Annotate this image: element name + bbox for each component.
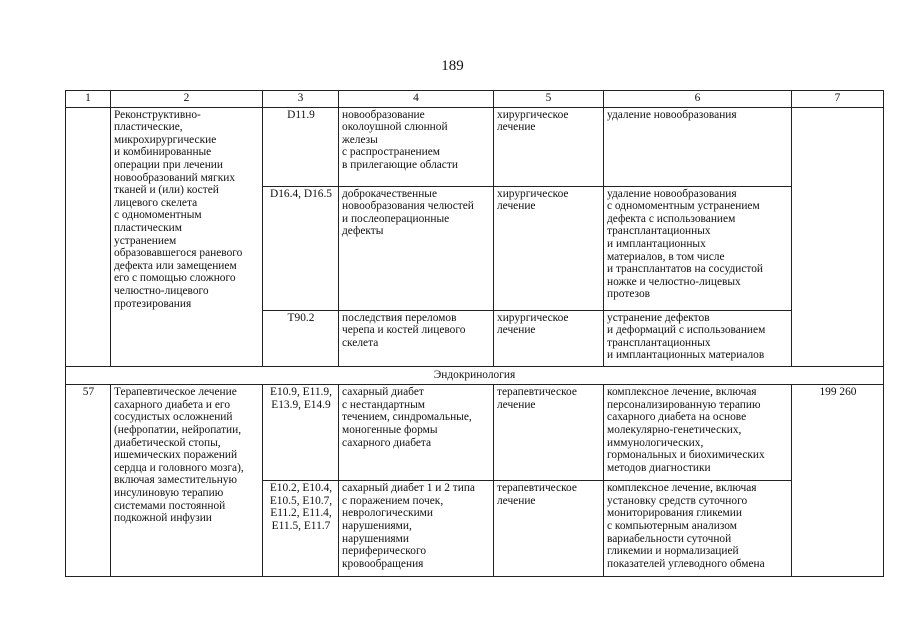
treatment-type-cell: хирургическое лечение bbox=[494, 107, 604, 186]
care-type-cell: Терапевтическое лечение сахарного диабета и его сосудистых осложнений (нефропатии, нейропатии, диабетической стопы, ишемических поражений сердца и головного мозга), включая заместительную инсулиновую терапию системами постоянной подкожной инфузии bbox=[111, 385, 263, 577]
column-header: 4 bbox=[339, 91, 494, 108]
patient-model-cell: новообразование околоушной слюнной железы с распространением в прилегающие области bbox=[339, 107, 494, 186]
column-header: 7 bbox=[792, 91, 884, 108]
patient-model-cell: последствия переломов черепа и костей лицевого скелета bbox=[339, 310, 494, 366]
icd-codes-cell: T90.2 bbox=[263, 310, 339, 366]
table-row bbox=[66, 385, 884, 481]
row-number-cell bbox=[66, 107, 111, 366]
treatment-method-cell: комплексное лечение, включая установку средств суточного мониторирования гликемии с компьютерным анализом вариабельности суточной гликемии и нормализацией показателей углеводного обмена bbox=[604, 481, 792, 577]
icd-codes-cell: D16.4, D16.5 bbox=[263, 186, 339, 310]
treatment-method-cell: комплексное лечение, включая персонализированную терапию сахарного диабета на основе молекулярно-генетических, иммунологических, гормональных и биохимических методов диагностики bbox=[604, 385, 792, 481]
amount-cell: 199 260 bbox=[792, 385, 884, 577]
patient-model-cell: сахарный диабет с нестандартным течением, синдромальные, моногенные формы сахарного диабета bbox=[339, 385, 494, 481]
treatment-type-cell: хирургическое лечение bbox=[494, 310, 604, 366]
row-number-cell: 57 bbox=[66, 385, 111, 577]
table-row bbox=[66, 107, 884, 186]
icd-codes-cell: D11.9 bbox=[263, 107, 339, 186]
section-heading-row bbox=[66, 366, 884, 385]
page-number: 189 bbox=[441, 58, 464, 74]
icd-codes-cell: E10.2, E10.4, E10.5, E10.7, E11.2, E11.4, E11.5, E11.7 bbox=[263, 481, 339, 577]
icd-codes-cell: E10.9, E11.9, E13.9, E14.9 bbox=[263, 385, 339, 481]
column-header: 3 bbox=[263, 91, 339, 108]
column-header: 5 bbox=[494, 91, 604, 108]
treatment-type-cell: терапевтическое лечение bbox=[494, 385, 604, 481]
treatment-type-cell: терапевтическое лечение bbox=[494, 481, 604, 577]
treatment-method-cell: удаление новообразования bbox=[604, 107, 792, 186]
column-header-row bbox=[66, 91, 884, 108]
patient-model-cell: сахарный диабет 1 и 2 типа с поражением почек, неврологическими нарушениями, нарушениями периферического кровообращения bbox=[339, 481, 494, 577]
treatment-method-cell: устранение дефектов и деформаций с использованием трансплантационных и имплантационных материалов bbox=[604, 310, 792, 366]
amount-cell bbox=[792, 107, 884, 366]
treatment-type-cell: хирургическое лечение bbox=[494, 186, 604, 310]
column-header: 2 bbox=[111, 91, 263, 108]
care-type-cell: Реконструктивно- пластические, микрохирургические и комбинированные операции при лечении новообразований мягких тканей и (или) костей лицевого скелета с одномоментным пластическим устранением образовавшегося раневого дефекта или замещением его с помощью сложного челюстно-лицевого протезирования bbox=[111, 107, 263, 366]
treatment-method-cell: удаление новообразования с одномоментным устранением дефекта с использованием трансплантационных и имплантационных материалов, в том числе и трансплантатов на сосудистой ножке и челюстно-лицевых протезов bbox=[604, 186, 792, 310]
patient-model-cell: доброкачественные новообразования челюстей и послеоперационные дефекты bbox=[339, 186, 494, 310]
medical-care-table bbox=[65, 90, 884, 577]
column-header: 6 bbox=[604, 91, 792, 108]
column-header: 1 bbox=[66, 91, 111, 108]
section-title: Эндокринология bbox=[66, 366, 884, 385]
